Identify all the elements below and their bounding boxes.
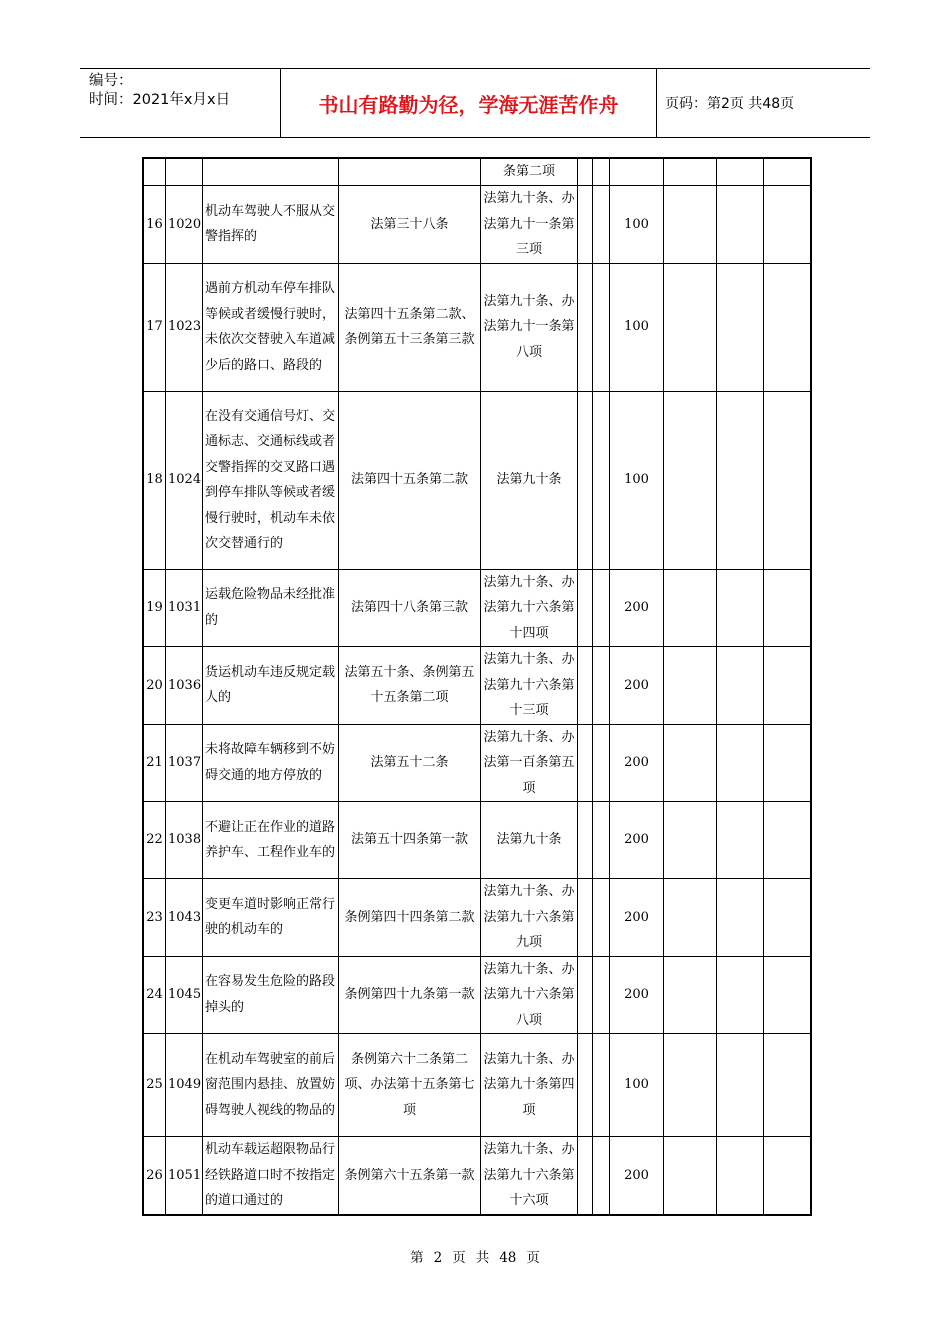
legal-basis: 法第五十二条 (339, 725, 481, 803)
violation-description: 在机动车驾驶室的前后窗范围内悬挂、放置妨碍驾驶人视线的物品的 (203, 1034, 339, 1137)
row-number: 22 (144, 802, 166, 879)
blank-cell (593, 1137, 610, 1214)
blank-cell (593, 802, 610, 879)
penalty-basis: 法第九十条、办法第九十六条第十六项 (481, 1137, 578, 1214)
penalty-basis: 法第九十条、办法第九十一条第八项 (481, 264, 578, 392)
blank-cell (593, 264, 610, 392)
header-motto: 书山有路勤为径，学海无涯苦作舟 (280, 69, 657, 137)
table-row (144, 647, 810, 725)
violation-code: 1038 (166, 802, 203, 879)
table-row (144, 802, 810, 879)
violation-code: 1023 (166, 264, 203, 392)
fine-amount: 200 (610, 1137, 664, 1214)
header-meta (80, 69, 280, 137)
table-row (144, 186, 810, 264)
row-number: 17 (144, 264, 166, 392)
penalty-basis: 法第九十条 (481, 802, 578, 879)
blank-cell (664, 725, 717, 803)
blank-cell (593, 647, 610, 725)
table-row (144, 264, 810, 392)
row-number: 19 (144, 570, 166, 648)
blank-cell (764, 647, 810, 725)
violation-code: 1036 (166, 647, 203, 725)
blank-cell (593, 1034, 610, 1137)
blank-cell (664, 264, 717, 392)
blank-cell (717, 647, 764, 725)
fine-amount: 100 (610, 1034, 664, 1137)
blank-cell (664, 186, 717, 264)
blank-cell (717, 1034, 764, 1137)
row-number: 21 (144, 725, 166, 803)
legal-basis: 条例第四十九条第一款 (339, 957, 481, 1035)
legal-basis: 条例第四十四条第二款 (339, 879, 481, 957)
blank-cell (764, 957, 810, 1035)
blank-cell (764, 186, 810, 264)
legal-basis: 条例第六十五条第一款 (339, 1137, 481, 1214)
blank-cell (664, 392, 717, 570)
blank-cell (717, 264, 764, 392)
violation-description: 不避让正在作业的道路养护车、工程作业车的 (203, 802, 339, 879)
blank-cell (593, 725, 610, 803)
blank-cell (578, 879, 593, 957)
legal-basis: 法第四十五条第二款 (339, 392, 481, 570)
legal-basis: 法第五十四条第一款 (339, 802, 481, 879)
violation-description: 遇前方机动车停车排队等候或者缓慢行驶时，未依次交替驶入车道减少后的路口、路段的 (203, 264, 339, 392)
violation-description: 货运机动车违反规定载人的 (203, 647, 339, 725)
legal-basis: 法第三十八条 (339, 186, 481, 264)
violation-code: 1043 (166, 879, 203, 957)
blank-cell (764, 570, 810, 648)
table-row (144, 392, 810, 570)
blank-cell (764, 1137, 810, 1214)
blank-cell (717, 802, 764, 879)
violation-description: 机动车驾驶人不服从交警指挥的 (203, 186, 339, 264)
penalty-basis: 条第二项 (481, 159, 578, 186)
fine-amount: 200 (610, 957, 664, 1035)
footer-text: 第 (410, 1250, 424, 1266)
blank-cell (578, 392, 593, 570)
blank-cell (764, 1034, 810, 1137)
penalty-basis: 法第九十条、办法第一百条第五项 (481, 725, 578, 803)
violation-code: 1020 (166, 186, 203, 264)
blank-cell (593, 570, 610, 648)
footer-text: 共 (475, 1250, 490, 1266)
blank-cell (664, 570, 717, 648)
blank-cell (664, 159, 717, 186)
legal-basis: 法第五十条、条例第五十五条第二项 (339, 647, 481, 725)
blank-cell (764, 392, 810, 570)
violation-code: 1049 (166, 1034, 203, 1137)
page-footer (0, 1246, 950, 1266)
fine-amount: 100 (610, 186, 664, 264)
footer-text: 页 (452, 1250, 466, 1266)
violation-description: 运载危险物品未经批准的 (203, 570, 339, 648)
header-page-label: 页码：第2页 共48页 (665, 96, 795, 112)
violation-code: 1024 (166, 392, 203, 570)
blank-cell (717, 957, 764, 1035)
blank-cell (593, 957, 610, 1035)
blank-cell (664, 1137, 717, 1214)
blank-cell (578, 725, 593, 803)
blank-cell (578, 1034, 593, 1137)
violation-description: 变更车道时影响正常行驶的机动车的 (203, 879, 339, 957)
violation-description: 未将故障车辆移到不妨碍交通的地方停放的 (203, 725, 339, 803)
table-row (144, 570, 810, 648)
blank-cell (717, 725, 764, 803)
table-row (144, 957, 810, 1035)
legal-basis: 条例第六十二条第二项、办法第十五条第七项 (339, 1034, 481, 1137)
blank-cell (717, 159, 764, 186)
legal-basis: 法第四十五条第二款、条例第五十三条第三款 (339, 264, 481, 392)
blank-cell (764, 159, 810, 186)
blank-cell (764, 879, 810, 957)
fine-amount: 200 (610, 802, 664, 879)
table-row (144, 1034, 810, 1137)
table-row (144, 725, 810, 803)
fine-amount: 200 (610, 570, 664, 648)
blank-cell (717, 570, 764, 648)
blank-cell (664, 1034, 717, 1137)
blank-cell (578, 264, 593, 392)
penalty-basis: 法第九十条、办法第九十六条第九项 (481, 879, 578, 957)
blank-cell (664, 647, 717, 725)
fine-amount: 200 (610, 879, 664, 957)
blank-cell (717, 186, 764, 264)
blank-cell (664, 802, 717, 879)
blank-cell (578, 570, 593, 648)
blank-cell (593, 159, 610, 186)
row-number: 24 (144, 957, 166, 1035)
blank-cell (593, 186, 610, 264)
blank-cell (578, 186, 593, 264)
blank-cell (578, 647, 593, 725)
row-number: 20 (144, 647, 166, 725)
footer-page-number: 2 (433, 1250, 443, 1266)
penalty-basis: 法第九十条、办法第九十六条第八项 (481, 957, 578, 1035)
row-number: 25 (144, 1034, 166, 1137)
row-number: 23 (144, 879, 166, 957)
fine-amount: 200 (610, 647, 664, 725)
blank-cell (578, 802, 593, 879)
table-row (144, 879, 810, 957)
violation-description: 机动车载运超限物品行经铁路道口时不按指定的道口通过的 (203, 1137, 339, 1214)
violation-code (166, 159, 203, 186)
blank-cell (717, 1137, 764, 1214)
legal-basis (339, 159, 481, 186)
time-label: 时间：2021年x月x日 (89, 92, 231, 108)
blank-cell (664, 879, 717, 957)
violation-code: 1045 (166, 957, 203, 1035)
row-number (144, 159, 166, 186)
fine-amount: 100 (610, 392, 664, 570)
penalty-basis: 法第九十条、办法第九十六条第十三项 (481, 647, 578, 725)
violation-table (142, 157, 812, 1216)
blank-cell (717, 392, 764, 570)
blank-cell (664, 957, 717, 1035)
violation-code: 1031 (166, 570, 203, 648)
violation-code: 1051 (166, 1137, 203, 1214)
row-number: 16 (144, 186, 166, 264)
number-label: 编号： (89, 73, 133, 89)
row-number: 18 (144, 392, 166, 570)
blank-cell (593, 392, 610, 570)
row-number: 26 (144, 1137, 166, 1214)
violation-description (203, 159, 339, 186)
table-row (144, 1137, 810, 1214)
violation-code: 1037 (166, 725, 203, 803)
blank-cell (593, 879, 610, 957)
penalty-basis: 法第九十条、办法第九十条第四项 (481, 1034, 578, 1137)
table-row (144, 159, 810, 186)
fine-amount (610, 159, 664, 186)
violation-description: 在没有交通信号灯、交通标志、交通标线或者交警指挥的交叉路口遇到停车排队等候或者缓慢行驶时，机动车未依次交替通行的 (203, 392, 339, 570)
footer-total-pages: 48 (499, 1250, 517, 1266)
blank-cell (578, 1137, 593, 1214)
blank-cell (764, 802, 810, 879)
footer-text: 页 (526, 1250, 540, 1266)
penalty-basis: 法第九十条、办法第九十六条第十四项 (481, 570, 578, 648)
fine-amount: 200 (610, 725, 664, 803)
penalty-basis: 法第九十条 (481, 392, 578, 570)
fine-amount: 100 (610, 264, 664, 392)
blank-cell (578, 957, 593, 1035)
violation-description: 在容易发生危险的路段掉头的 (203, 957, 339, 1035)
blank-cell (717, 879, 764, 957)
table-body (144, 159, 810, 1214)
page-header (80, 68, 870, 138)
penalty-basis: 法第九十条、办法第九十一条第三项 (481, 186, 578, 264)
blank-cell (764, 264, 810, 392)
blank-cell (578, 159, 593, 186)
blank-cell (764, 725, 810, 803)
legal-basis: 法第四十八条第三款 (339, 570, 481, 648)
